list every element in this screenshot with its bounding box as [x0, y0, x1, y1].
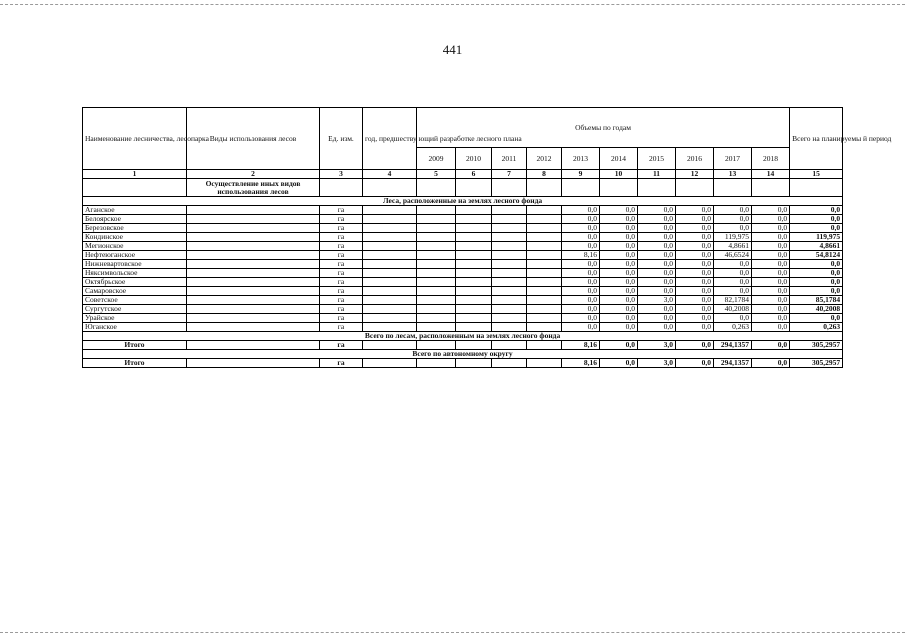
empty-cell: [417, 278, 456, 287]
empty-cell: [492, 287, 527, 296]
value-cell: 0,0: [600, 323, 638, 332]
empty-cell: [363, 287, 417, 296]
forestry-name: Сургутское: [83, 305, 187, 314]
empty-cell: [527, 233, 562, 242]
value-cell: 0,0: [600, 206, 638, 215]
empty-cell: [417, 233, 456, 242]
value-cell: 0,0: [676, 323, 714, 332]
value-cell: 0,0: [600, 233, 638, 242]
value-cell: 82,1784: [714, 296, 752, 305]
total-row: [83, 359, 843, 368]
empty-cell: [417, 296, 456, 305]
column-number: 4: [363, 170, 417, 179]
empty-cell: [492, 260, 527, 269]
section1-title: Леса, расположенные на землях лесного фонда: [83, 197, 843, 206]
empty-cell: [363, 206, 417, 215]
empty-cell: [527, 215, 562, 224]
empty-cell: [363, 341, 417, 350]
value-cell: 0,0: [714, 224, 752, 233]
empty-cell: [417, 314, 456, 323]
column-number: 13: [714, 170, 752, 179]
unit-cell: га: [320, 287, 363, 296]
table-row: [83, 206, 843, 215]
value-cell: 0,0: [638, 269, 676, 278]
value-cell: 0,0: [562, 242, 600, 251]
use-type: [187, 278, 320, 287]
value-cell: 0,0: [676, 359, 714, 368]
page-top-edge: [0, 4, 905, 5]
value-cell: 119,975: [714, 233, 752, 242]
empty-cell: [363, 242, 417, 251]
value-cell: 0,0: [752, 215, 790, 224]
forestry-name: Нижневартовское: [83, 260, 187, 269]
forestry-name: Аганское: [83, 206, 187, 215]
value-cell: 0,263: [714, 323, 752, 332]
value-cell: 0,0: [676, 233, 714, 242]
empty-cell: [492, 359, 527, 368]
year-header: 2014: [600, 148, 638, 170]
value-cell: 0,0: [752, 242, 790, 251]
column-number: 1: [83, 170, 187, 179]
value-cell: 0,0: [752, 269, 790, 278]
value-cell: 0,0: [562, 323, 600, 332]
column-number: 2: [187, 170, 320, 179]
forestry-name: Мегионское: [83, 242, 187, 251]
total-cell: 0,0: [790, 224, 843, 233]
empty-cell: [527, 296, 562, 305]
value-cell: 0,0: [714, 314, 752, 323]
forestry-name: Итого: [83, 359, 187, 368]
year-header: 2015: [638, 148, 676, 170]
value-cell: 0,0: [714, 287, 752, 296]
value-cell: 0,0: [752, 278, 790, 287]
value-cell: 0,0: [638, 206, 676, 215]
value-cell: 0,0: [600, 215, 638, 224]
empty-cell: [417, 206, 456, 215]
value-cell: 0,0: [676, 287, 714, 296]
value-cell: 0,0: [638, 314, 676, 323]
value-cell: 0,0: [752, 251, 790, 260]
value-cell: 0,0: [600, 269, 638, 278]
total-cell: 40,2008: [790, 305, 843, 314]
total-cell: 0,263: [790, 323, 843, 332]
forestry-name: Самаровское: [83, 287, 187, 296]
value-cell: 8,16: [562, 251, 600, 260]
total-cell: 305,2957: [790, 359, 843, 368]
table-row: [83, 314, 843, 323]
empty-cell: [527, 242, 562, 251]
value-cell: 0,0: [562, 278, 600, 287]
value-cell: 0,0: [562, 287, 600, 296]
column-number: 15: [790, 170, 843, 179]
table-row: [83, 305, 843, 314]
forestry-name: Кондинское: [83, 233, 187, 242]
empty-cell: [456, 269, 492, 278]
forestry-name: Березовское: [83, 224, 187, 233]
value-cell: 0,0: [562, 206, 600, 215]
value-cell: 0,0: [714, 215, 752, 224]
value-cell: 0,0: [638, 242, 676, 251]
table-row: [83, 215, 843, 224]
value-cell: 0,0: [714, 269, 752, 278]
empty-cell: [456, 296, 492, 305]
forestry-name: Няксимвольское: [83, 269, 187, 278]
table-row: [83, 251, 843, 260]
forestry-name: Белоярское: [83, 215, 187, 224]
use-type: [187, 341, 320, 350]
value-cell: 0,0: [752, 296, 790, 305]
value-cell: 0,0: [638, 215, 676, 224]
total-cell: 119,975: [790, 233, 843, 242]
column-number: 10: [600, 170, 638, 179]
header-volumes: Объемы по годам: [417, 108, 790, 148]
total-cell: 4,8661: [790, 242, 843, 251]
column-number: 3: [320, 170, 363, 179]
empty-cell: [363, 314, 417, 323]
empty-cell: [456, 359, 492, 368]
year-header: 2009: [417, 148, 456, 170]
empty-cell: [492, 269, 527, 278]
value-cell: 0,0: [752, 359, 790, 368]
value-cell: 0,0: [752, 260, 790, 269]
empty-cell: [417, 242, 456, 251]
value-cell: 294,1357: [714, 359, 752, 368]
value-cell: 0,0: [638, 323, 676, 332]
value-cell: 3,0: [638, 341, 676, 350]
value-cell: 0,0: [752, 341, 790, 350]
value-cell: 0,0: [752, 206, 790, 215]
forestry-name: Советское: [83, 296, 187, 305]
empty-cell: [363, 278, 417, 287]
empty-cell: [527, 341, 562, 350]
activity-label: Осуществление иных видов использования лесов: [187, 179, 320, 197]
year-header: 2017: [714, 148, 752, 170]
value-cell: 0,0: [676, 269, 714, 278]
value-cell: 0,0: [752, 314, 790, 323]
value-cell: 0,0: [676, 260, 714, 269]
value-cell: 8,16: [562, 359, 600, 368]
section1-row: [83, 197, 843, 206]
empty-cell: [456, 287, 492, 296]
value-cell: 0,0: [562, 314, 600, 323]
total-cell: 54,8124: [790, 251, 843, 260]
value-cell: 0,0: [600, 242, 638, 251]
value-cell: 0,0: [600, 314, 638, 323]
value-cell: 0,0: [638, 287, 676, 296]
empty-cell: [363, 296, 417, 305]
unit-cell: га: [320, 296, 363, 305]
value-cell: 0,0: [676, 242, 714, 251]
empty-cell: [363, 269, 417, 278]
empty-cell: [456, 260, 492, 269]
value-cell: 0,0: [562, 215, 600, 224]
value-cell: 0,0: [752, 224, 790, 233]
empty-cell: [363, 251, 417, 260]
value-cell: 0,0: [562, 233, 600, 242]
year-header: 2010: [456, 148, 492, 170]
value-cell: 0,0: [562, 224, 600, 233]
table-row: [83, 278, 843, 287]
empty-cell: [527, 206, 562, 215]
value-cell: 0,0: [600, 251, 638, 260]
value-cell: 0,0: [562, 260, 600, 269]
forestry-name: Урайское: [83, 314, 187, 323]
use-type: [187, 269, 320, 278]
empty-cell: [417, 269, 456, 278]
empty-cell: [456, 278, 492, 287]
use-type: [187, 206, 320, 215]
empty-cell: [527, 260, 562, 269]
empty-cell: [492, 296, 527, 305]
activity-row: [83, 179, 843, 197]
total-cell: 0,0: [790, 260, 843, 269]
empty-cell: [417, 305, 456, 314]
use-type: [187, 314, 320, 323]
empty-cell: [527, 251, 562, 260]
empty-cell: [417, 215, 456, 224]
header-row: [83, 108, 843, 148]
empty-cell: [492, 278, 527, 287]
use-type: [187, 305, 320, 314]
empty-cell: [492, 233, 527, 242]
total-cell: 85,1784: [790, 296, 843, 305]
total-cell: 0,0: [790, 314, 843, 323]
value-cell: 0,0: [600, 278, 638, 287]
column-number: 5: [417, 170, 456, 179]
value-cell: 0,0: [714, 278, 752, 287]
empty-cell: [363, 233, 417, 242]
value-cell: 294,1357: [714, 341, 752, 350]
use-type: [187, 260, 320, 269]
value-cell: 0,0: [638, 305, 676, 314]
unit-cell: га: [320, 269, 363, 278]
empty-cell: [417, 251, 456, 260]
page-bottom-edge: [0, 632, 905, 633]
value-cell: 0,0: [714, 206, 752, 215]
empty-cell: [363, 215, 417, 224]
value-cell: 0,0: [676, 251, 714, 260]
value-cell: 0,0: [752, 233, 790, 242]
unit-cell: га: [320, 251, 363, 260]
unit-cell: га: [320, 278, 363, 287]
value-cell: 0,0: [714, 260, 752, 269]
unit-cell: га: [320, 314, 363, 323]
unit-cell: га: [320, 260, 363, 269]
total-cell: 0,0: [790, 206, 843, 215]
value-cell: 0,0: [600, 287, 638, 296]
year-header: 2011: [492, 148, 527, 170]
empty-cell: [527, 287, 562, 296]
value-cell: 0,0: [676, 278, 714, 287]
value-cell: 0,0: [600, 341, 638, 350]
column-number: 14: [752, 170, 790, 179]
value-cell: 0,0: [752, 305, 790, 314]
empty-cell: [456, 206, 492, 215]
table-row: [83, 269, 843, 278]
header-total: Всего на планируемы й период: [790, 108, 843, 170]
empty-cell: [456, 314, 492, 323]
empty-cell: [527, 278, 562, 287]
header-name: Наименование лесничества, лесопарка: [83, 108, 187, 170]
empty-cell: [363, 359, 417, 368]
use-type: [187, 242, 320, 251]
total-cell: 0,0: [790, 287, 843, 296]
use-type: [187, 296, 320, 305]
empty-cell: [417, 359, 456, 368]
empty-cell: [417, 287, 456, 296]
page-number: 441: [442, 42, 463, 57]
unit-cell: га: [320, 224, 363, 233]
empty-cell: [527, 224, 562, 233]
empty-cell: [363, 305, 417, 314]
use-type: [187, 224, 320, 233]
value-cell: 40,2008: [714, 305, 752, 314]
empty-cell: [492, 215, 527, 224]
unit-cell: га: [320, 305, 363, 314]
value-cell: 0,0: [638, 233, 676, 242]
value-cell: 0,0: [676, 206, 714, 215]
empty-cell: [363, 260, 417, 269]
value-cell: 0,0: [638, 224, 676, 233]
header-unit: Ед. изм.: [320, 108, 363, 170]
total-cell: 305,2957: [790, 341, 843, 350]
use-type: [187, 251, 320, 260]
empty-cell: [492, 251, 527, 260]
value-cell: 46,6524: [714, 251, 752, 260]
value-cell: 0,0: [676, 341, 714, 350]
forestry-name: Октябрьское: [83, 278, 187, 287]
empty-cell: [492, 305, 527, 314]
value-cell: 0,0: [562, 269, 600, 278]
empty-cell: [456, 224, 492, 233]
value-cell: 0,0: [676, 305, 714, 314]
value-cell: 0,0: [676, 224, 714, 233]
total-cell: 0,0: [790, 215, 843, 224]
unit-cell: га: [320, 359, 363, 368]
forestry-name: Юганское: [83, 323, 187, 332]
column-number: 11: [638, 170, 676, 179]
value-cell: 0,0: [600, 260, 638, 269]
unit-cell: га: [320, 206, 363, 215]
forestry-name: Нефтеюганское: [83, 251, 187, 260]
value-cell: 0,0: [638, 251, 676, 260]
empty-cell: [456, 305, 492, 314]
value-cell: 0,0: [600, 359, 638, 368]
empty-cell: [456, 233, 492, 242]
value-cell: 0,0: [600, 296, 638, 305]
use-type: [187, 359, 320, 368]
year-header: 2012: [527, 148, 562, 170]
year-header: 2018: [752, 148, 790, 170]
unit-cell: га: [320, 242, 363, 251]
value-cell: 0,0: [676, 314, 714, 323]
use-type: [187, 215, 320, 224]
value-cell: 0,0: [676, 296, 714, 305]
header-prev-year: год, предшеству ющий разработке лесного плана: [363, 108, 417, 170]
total-cell: 0,0: [790, 269, 843, 278]
empty-cell: [492, 314, 527, 323]
empty-cell: [527, 314, 562, 323]
value-cell: 4,8661: [714, 242, 752, 251]
empty-cell: [527, 305, 562, 314]
empty-cell: [527, 359, 562, 368]
empty-cell: [363, 224, 417, 233]
empty-cell: [417, 260, 456, 269]
value-cell: 0,0: [562, 305, 600, 314]
unit-cell: га: [320, 341, 363, 350]
header-type: Виды использования лесов: [187, 108, 320, 170]
value-cell: 0,0: [638, 278, 676, 287]
unit-cell: га: [320, 215, 363, 224]
column-number: 12: [676, 170, 714, 179]
empty-cell: [492, 224, 527, 233]
empty-cell: [456, 251, 492, 260]
value-cell: 0,0: [676, 215, 714, 224]
value-cell: 0,0: [600, 224, 638, 233]
section2-row-title: Всего по лесам, расположенным на землях лесного фонда: [83, 332, 843, 341]
empty-cell: [456, 215, 492, 224]
column-number: 7: [492, 170, 527, 179]
column-number: 9: [562, 170, 600, 179]
year-header: 2016: [676, 148, 714, 170]
value-cell: 3,0: [638, 359, 676, 368]
value-cell: 0,0: [562, 296, 600, 305]
value-cell: 8,16: [562, 341, 600, 350]
empty-cell: [456, 242, 492, 251]
value-cell: 0,0: [752, 323, 790, 332]
value-cell: 0,0: [752, 287, 790, 296]
use-type: [187, 233, 320, 242]
unit-cell: га: [320, 323, 363, 332]
empty-cell: [492, 206, 527, 215]
empty-cell: [492, 242, 527, 251]
value-cell: 3,0: [638, 296, 676, 305]
total-cell: 0,0: [790, 278, 843, 287]
forestry-name: Итого: [83, 341, 187, 350]
forest-use-table: [82, 107, 892, 368]
use-type: [187, 323, 320, 332]
value-cell: 0,0: [638, 260, 676, 269]
table-row: [83, 260, 843, 269]
use-type: [187, 287, 320, 296]
unit-cell: га: [320, 233, 363, 242]
value-cell: 0,0: [600, 305, 638, 314]
column-number: 8: [527, 170, 562, 179]
empty-cell: [417, 224, 456, 233]
section3-row-title: Всего по автономному округу: [83, 350, 843, 359]
empty-cell: [527, 269, 562, 278]
column-numbers-row: [83, 170, 843, 179]
column-number: 6: [456, 170, 492, 179]
year-header: 2013: [562, 148, 600, 170]
